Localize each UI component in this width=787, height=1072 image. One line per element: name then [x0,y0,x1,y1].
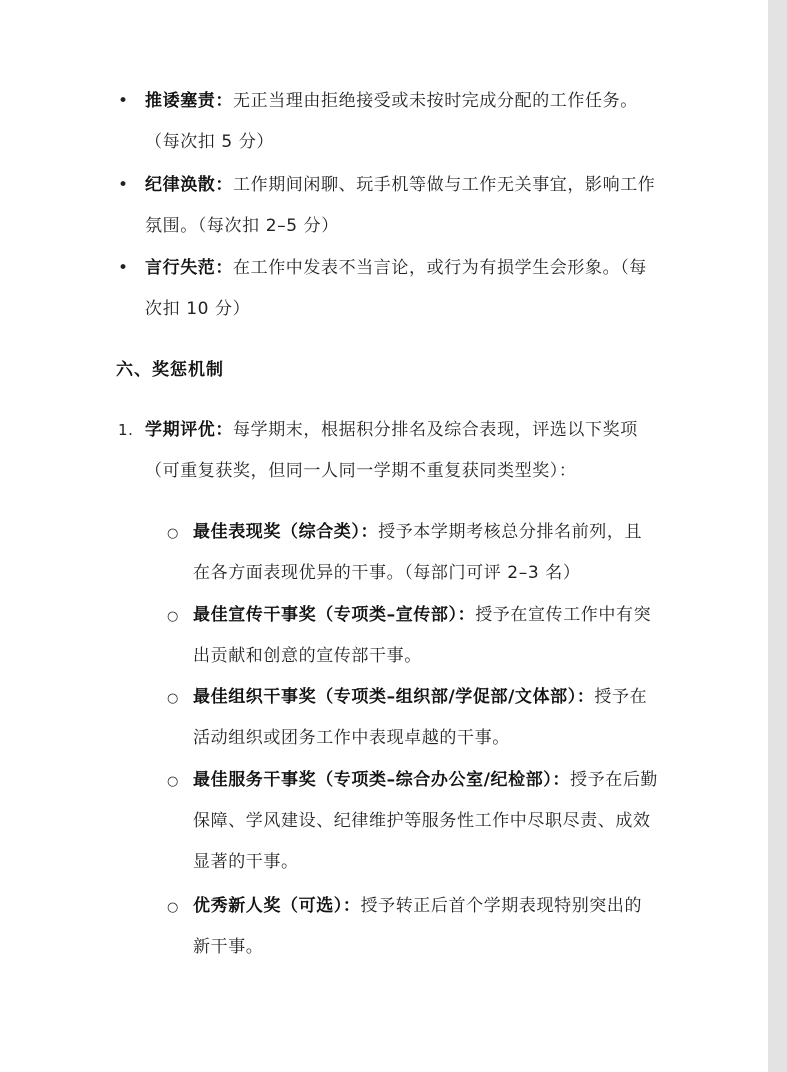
penalty-term: 言行失范： [145,258,233,278]
circle-marker: ○ [167,900,179,915]
penalty-term: 纪律涣散： [145,175,233,195]
award-term: 优秀新人奖（可选）： [193,896,361,916]
circle-marker: ○ [167,609,179,624]
list-item-penalty-discipline [118,165,660,247]
award-description: 授予在后勤保障、学风建设、纪律维护等服务性工作中尽职尽责、成效显著的干事。 [193,770,659,872]
numbered-description: 每学期末，根据积分排名及综合表现，评选以下奖项（可重复获奖，但同一人同一学期不重复获同类型奖）： [145,420,638,481]
list-item-award-best-service [167,760,659,883]
penalty-description: 在工作中发表不当言论，或行为有损学生会形象。（每次扣 10 分） [145,258,647,319]
circle-marker: ○ [167,691,179,706]
award-description: 授予转正后首个学期表现特别突出的新干事。 [193,896,643,957]
list-item-penalty-conduct [118,248,660,330]
bullet-marker: • [118,258,129,278]
section-heading: 六、奖惩机制 [116,360,224,380]
award-description: 授予在活动组织或团务工作中表现卓越的干事。 [193,687,648,748]
numbered-term: 学期评优： [145,420,233,440]
number-marker: 1. [118,421,134,439]
bullet-marker: • [118,91,129,111]
award-description: 授予本学期考核总分排名前列，且在各方面表现优异的干事。（每部门可评 2–3 名） [193,522,643,583]
list-item-award-best-publicity [167,595,658,677]
award-term: 最佳组织干事奖（专项类–组织部/学促部/文体部）： [193,687,595,707]
list-item-award-best-performance [167,512,658,594]
award-term: 最佳表现奖（综合类）： [193,522,379,542]
vertical-scrollbar[interactable] [768,0,787,1072]
award-term: 最佳服务干事奖（专项类–综合办公室/纪检部）： [193,770,571,790]
penalty-description: 无正当理由拒绝接受或未按时完成分配的工作任务。（每次扣 5 分） [145,91,638,152]
award-description: 授予在宣传工作中有突出贡献和创意的宣传部干事。 [193,605,652,666]
list-item-semester-awards [118,410,660,492]
list-item-award-newcomer [167,886,658,968]
circle-marker: ○ [167,774,179,789]
list-item-award-best-organization [167,677,658,759]
penalty-term: 推诿塞责： [145,91,233,111]
list-item-penalty-shirk [118,81,660,163]
bullet-marker: • [118,175,129,195]
penalty-description: 工作期间闲聊、玩手机等做与工作无关事宜，影响工作氛围。（每次扣 2–5 分） [145,175,656,236]
award-term: 最佳宣传干事奖（专项类–宣传部）： [193,605,476,625]
circle-marker: ○ [167,526,179,541]
